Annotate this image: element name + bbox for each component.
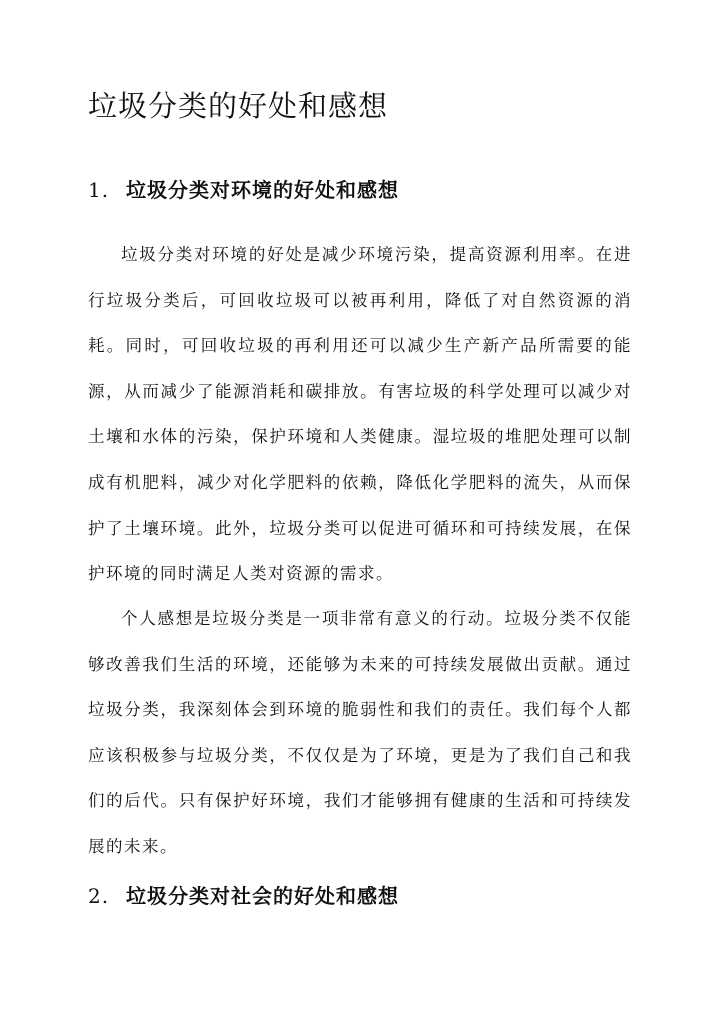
section-1-paragraph-2: 个人感想是垃圾分类是一项非常有意义的行动。垃圾分类不仅能够改善我们生活的环境，还能够为未来的可持续发展做出贡献。通过垃圾分类，我深刻体会到环境的脆弱性和我们的责任。我们每个人都应该积极参与垃圾分类，不仅仅是为了环境，更是为了我们自己和我们的后代。只有保护好环境，我们才能够拥有健康的生活和可持续发展的未来。 bbox=[88, 609, 632, 856]
section-1-heading bbox=[88, 174, 399, 203]
section-2-heading bbox=[88, 880, 399, 909]
section-2-title: 垃圾分类对社会的好处和感想 bbox=[126, 884, 399, 908]
section-1-paragraph-1: 垃圾分类对环境的好处是减少环境污染，提高资源利用率。在进行垃圾分类后，可回收垃圾可以被再利用，降低了对自然资源的消耗。同时，可回收垃圾的再利用还可以减少生产新产品所需要的能源，从而减少了能源消耗和碳排放。有害垃圾的科学处理可以减少对土壤和水体的污染，保护环境和人类健康。湿垃圾的堆肥处理可以制成有机肥料，减少对化学肥料的依赖，降低化学肥料的流失，从而保护了土壤环境。此外，垃圾分类可以促进可循环和可持续发展，在保护环境的同时满足人类对资源的需求。 bbox=[88, 245, 632, 584]
section-1-number: 1. bbox=[88, 178, 110, 202]
section-1-title: 垃圾分类对环境的好处和感想 bbox=[126, 178, 399, 202]
section-2-number: 2. bbox=[88, 884, 110, 908]
document-title: 垃圾分类的好处和感想 bbox=[88, 89, 389, 123]
